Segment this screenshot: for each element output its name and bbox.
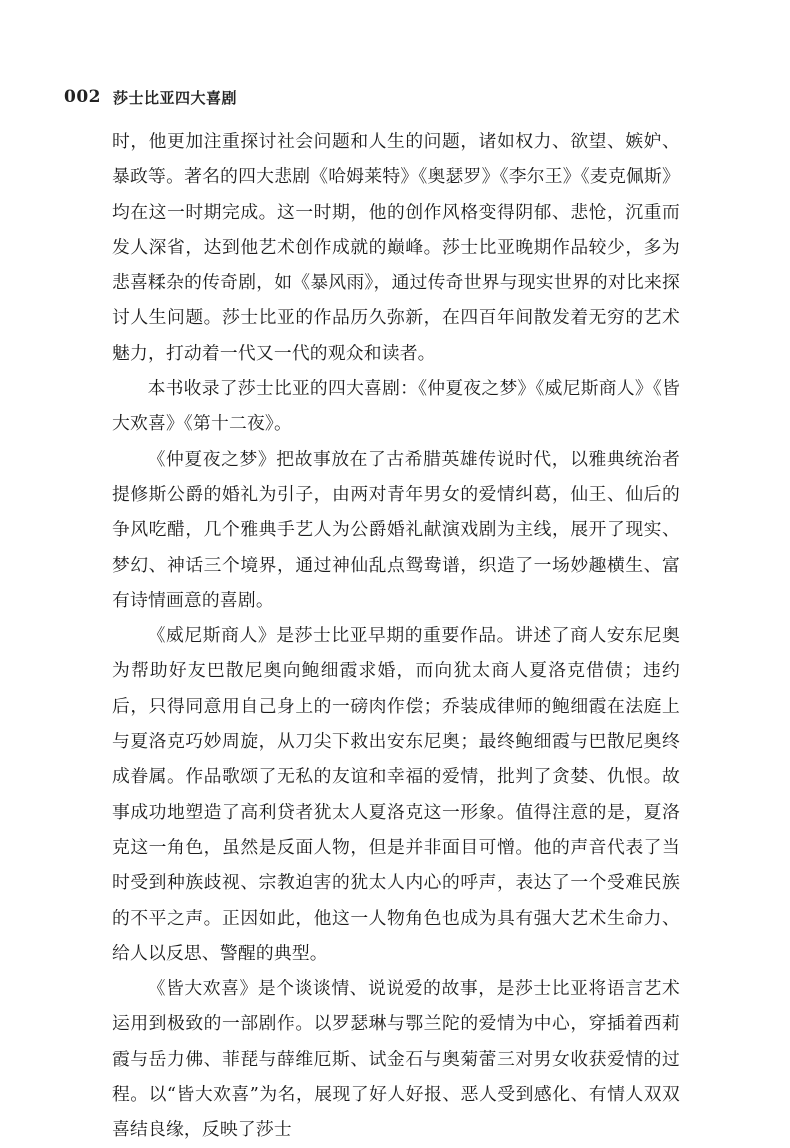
running-header (64, 84, 237, 110)
paragraph-midsummer: 《仲夏夜之梦》把故事放在了古希腊英雄传说时代，以雅典统治者提修斯公爵的婚礼为引子，由两对青年男女的爱情纠葛，仙王、仙后的争风吃醋，几个雅典手艺人为公爵婚礼献演戏剧为主线，展开了现实、梦幻、神话三个境界，通过神仙乱点鸳鸯谱，织造了一场妙趣横生、富有诗情画意的喜剧。 (112, 448, 680, 611)
paragraph-collection-intro: 本书收录了莎士比亚的四大喜剧：《仲夏夜之梦》《威尼斯商人》《皆大欢喜》《第十二夜》。 (112, 378, 680, 435)
body-text (112, 124, 680, 1148)
paragraph-continued: 时，他更加注重探讨社会问题和人生的问题，诸如权力、欲望、嫉妒、暴政等。著名的四大悲剧《哈姆莱特》《奥瑟罗》《李尔王》《麦克佩斯》均在这一时期完成。这一时期，他的创作风格变得阴郁、悲怆，沉重而发人深省，达到他艺术创作成就的巅峰。莎士比亚晚期作品较少，多为悲喜糅杂的传奇剧，如《暴风雨》，通过传奇世界与现实世界的对比来探讨人生问题。莎士比亚的作品历久弥新，在四百年间散发着无穷的艺术魅力，打动着一代又一代的观众和读者。 (112, 131, 680, 364)
paragraph-merchant-of-venice: 《威尼斯商人》是莎士比亚早期的重要作品。讲述了商人安东尼奥为帮助好友巴散尼奥向鲍细霞求婚，而向犹太商人夏洛克借债；违约后，只得同意用自己身上的一磅肉作偿；乔装成律师的鲍细霞在法庭上与夏洛克巧妙周旋，从刀尖下救出安东尼奥；最终鲍细霞与巴散尼奥终成眷属。作品歌颂了无私的友谊和幸福的爱情，批判了贪婪、仇恨。故事成功地塑造了高利贷者犹太人夏洛克这一形象。值得注意的是，夏洛克这一角色，虽然是反面人物，但是并非面目可憎。他的声音代表了当时受到种族歧视、宗教迫害的犹太人内心的呼声，表达了一个受难民族的不平之声。正因如此，他这一人物角色也成为具有强大艺术生命力、给人以反思、警醒的典型。 (112, 625, 680, 964)
page-number: 002 (64, 87, 101, 107)
book-title: 莎士比亚四大喜剧 (113, 88, 238, 107)
paragraph-as-you-like-it: 《皆大欢喜》是个谈谈情、说说爱的故事，是莎士比亚将语言艺术运用到极致的一部剧作。以罗瑟琳与鄂兰陀的爱情为中心，穿插着西莉霞与岳力佛、菲琵与薛维厄斯、试金石与奥菊蕾三对男女收获爱情的过程。以“皆大欢喜”为名，展现了好人好报、恶人受到感化、有情人双双喜结良缘，反映了莎士 (112, 978, 680, 1141)
